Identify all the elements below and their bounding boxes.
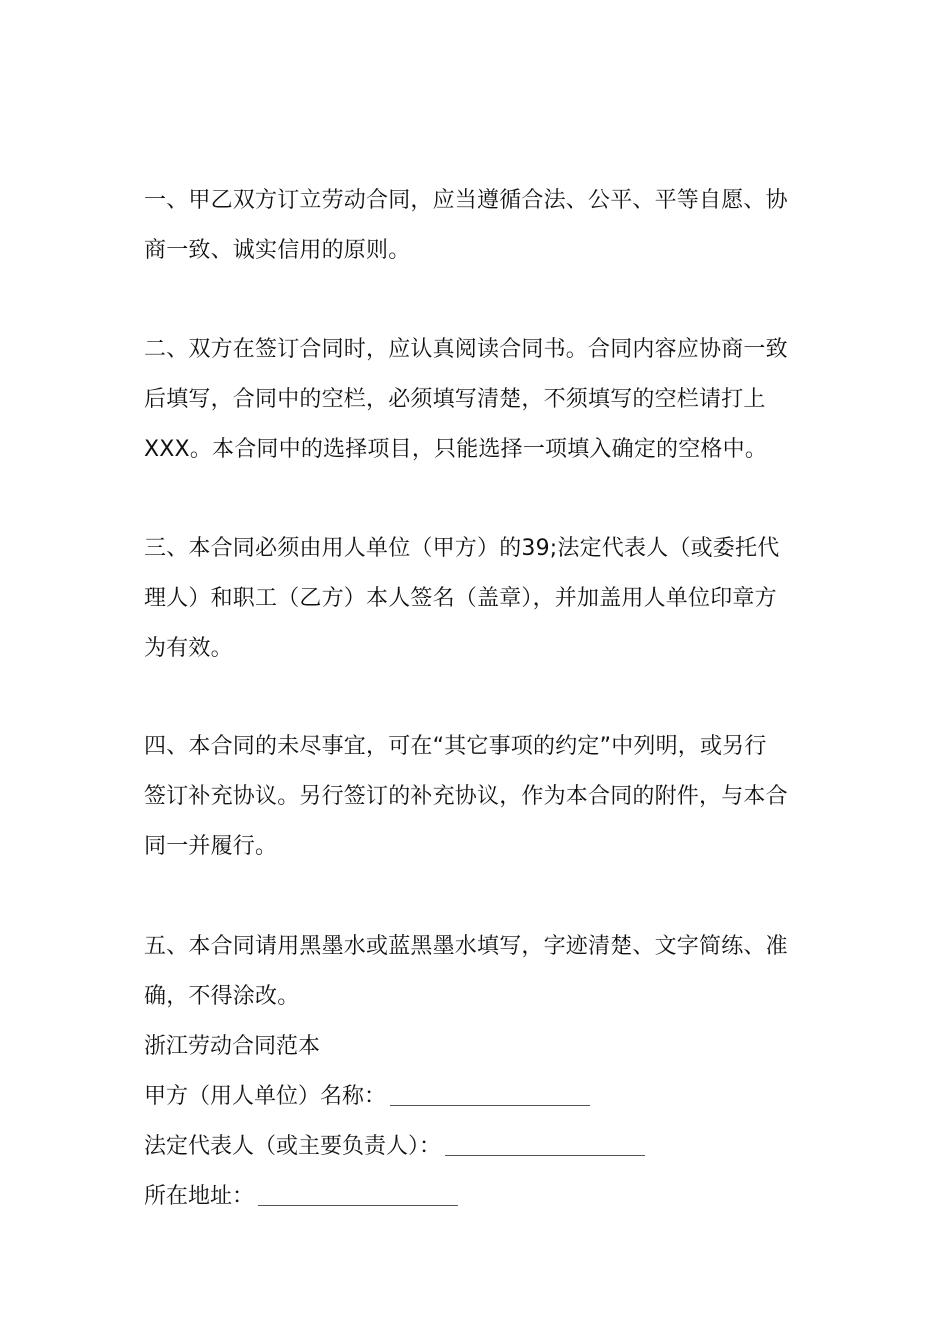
- paragraph-line: 签订补充协议。另行签订的补充协议，作为本合同的附件，与本合: [144, 784, 788, 809]
- paragraph-4: [144, 722, 809, 872]
- field-employer-name: [144, 1072, 590, 1122]
- paragraph-line: 二、双方在签订合同时，应认真阅读合同书。合同内容应协商一致: [144, 337, 788, 362]
- paragraph-line: 确，不得涂改。: [144, 984, 300, 1009]
- fill-in-blank[interactable]: [445, 1135, 645, 1156]
- paragraph-line: 后填写，合同中的空栏，必须填写清楚，不须填写的空栏请打上: [144, 387, 766, 412]
- paragraph-1: [144, 176, 809, 276]
- field-label: 所在地址：: [144, 1184, 255, 1209]
- paragraph-line: 四、本合同的未尽事宜，可在“其它事项的约定”中列明，或另行: [144, 734, 767, 759]
- paragraph-line: 理人）和职工（乙方）本人签名（盖章），并加盖用人单位印章方: [144, 586, 777, 611]
- paragraph-line: 为有效。: [144, 636, 233, 661]
- document-title: 浙江劳动合同范本: [144, 1034, 321, 1059]
- paragraph-5: [144, 922, 809, 1022]
- paragraph-2: [144, 325, 809, 475]
- field-label: 法定代表人（或主要负责人）：: [144, 1134, 442, 1159]
- field-label: 甲方（用人单位）名称：: [144, 1084, 387, 1109]
- paragraph-3: [144, 524, 809, 674]
- paragraph-line: 三、本合同必须由用人单位（甲方）的39;法定代表人（或委托代: [144, 536, 780, 561]
- field-legal-representative: [144, 1122, 645, 1172]
- paragraph-line: 五、本合同请用黑墨水或蓝黑墨水填写，字迹清楚、文字简练、准: [144, 934, 788, 959]
- fill-in-blank[interactable]: [258, 1185, 458, 1206]
- paragraph-line: 商一致、诚实信用的原则。: [144, 238, 411, 263]
- fill-in-blank[interactable]: [390, 1085, 590, 1106]
- paragraph-line: 同一并履行。: [144, 834, 278, 859]
- paragraph-line: XXX。本合同中的选择项目，只能选择一项填入确定的空格中。: [144, 437, 768, 462]
- field-address: [144, 1172, 458, 1222]
- paragraph-line: 一、甲乙双方订立劳动合同，应当遵循合法、公平、平等自愿、协: [144, 188, 788, 213]
